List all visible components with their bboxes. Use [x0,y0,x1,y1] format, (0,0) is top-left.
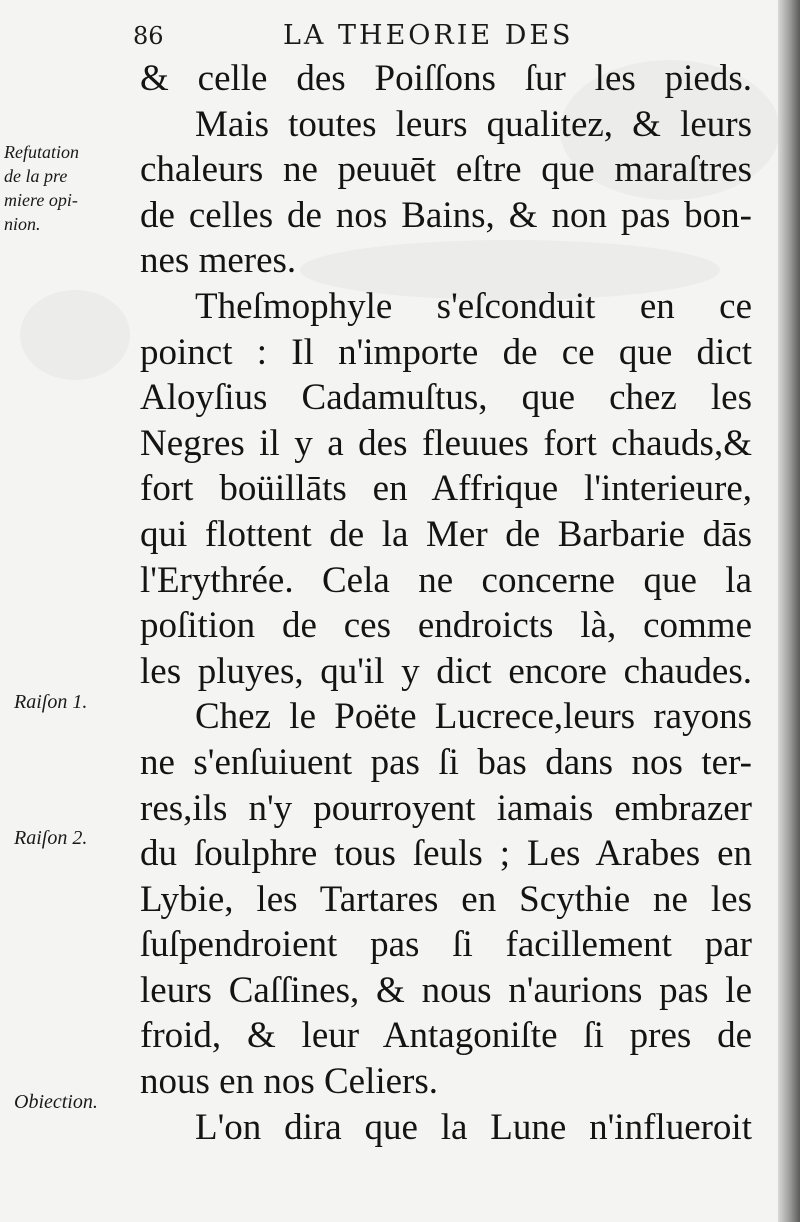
text-line: fort boüillāts en Affrique l'interieure, [140,468,752,510]
text-line: leurs Caſſines, & nous n'aurions pas le [140,969,752,1011]
text-line: de celles de nos Bains, & non pas bon- [140,194,752,236]
margin-note-line: de la pre [4,166,68,186]
text-line: froid, & leur Antagoniſte ſi pres de [140,1015,752,1057]
margin-note-line: Refutation [4,142,79,162]
page-edge-shadow [778,0,800,1222]
text-line: L'on dira que la Lune n'influeroit [195,1106,752,1148]
text-line: qui flottent de la Mer de Barbarie dās [140,513,752,555]
text-line: nes meres. [140,240,297,282]
margin-note-raison-1: Raiſon 1. [14,691,88,713]
text-line: Mais toutes leurs qualitez, & leurs [195,103,752,145]
text-line: chaleurs ne peuuēt eſtre que maraſtres [140,149,752,191]
bleed-through-stain [20,290,130,380]
text-line: Chez le Poëte Lucrece,leurs rayons [195,696,752,738]
text-line: Lybie, les Tartares en Scythie ne les [140,878,752,920]
margin-note-line: nion. [4,214,41,234]
margin-note-raison-2: Raiſon 2. [14,827,88,849]
text-line: Aloyſius Cadamuſtus, que chez les [140,377,752,419]
text-line: l'Erythrée. Cela ne concerne que la [140,559,752,601]
margin-note-refutation [4,140,129,236]
text-line: ne s'enſuiuent pas ſi bas dans nos ter- [140,741,752,783]
margin-note-objection: Obiection. [14,1091,98,1113]
text-line: Theſmophyle s'eſconduit en ce [195,285,752,327]
running-title: LA THEORIE DES [283,20,574,51]
text-line: les pluyes, qu'il y dict encore chaudes. [140,650,752,692]
text-line: du ſoulphre tous ſeuls ; Les Arabes en [140,833,752,875]
text-line: poſition de ces endroicts là, comme [140,605,752,647]
page-number: 86 [133,22,164,50]
text-line: res,ils n'y pourroyent iamais embrazer [140,787,752,829]
text-line: poinct : Il n'importe de ce que dict [140,331,752,373]
body-text [140,56,752,1150]
text-line: & celle des Poiſſons ſur les pieds. [140,58,752,99]
page-header [0,18,800,58]
margin-note-line: miere opi- [4,190,78,210]
text-line: ſuſpendroient pas ſi facillement par [140,924,752,966]
text-line: nous en nos Celiers. [140,1061,439,1103]
text-line: Negres il y a des fleuues fort chauds,& [140,422,752,464]
